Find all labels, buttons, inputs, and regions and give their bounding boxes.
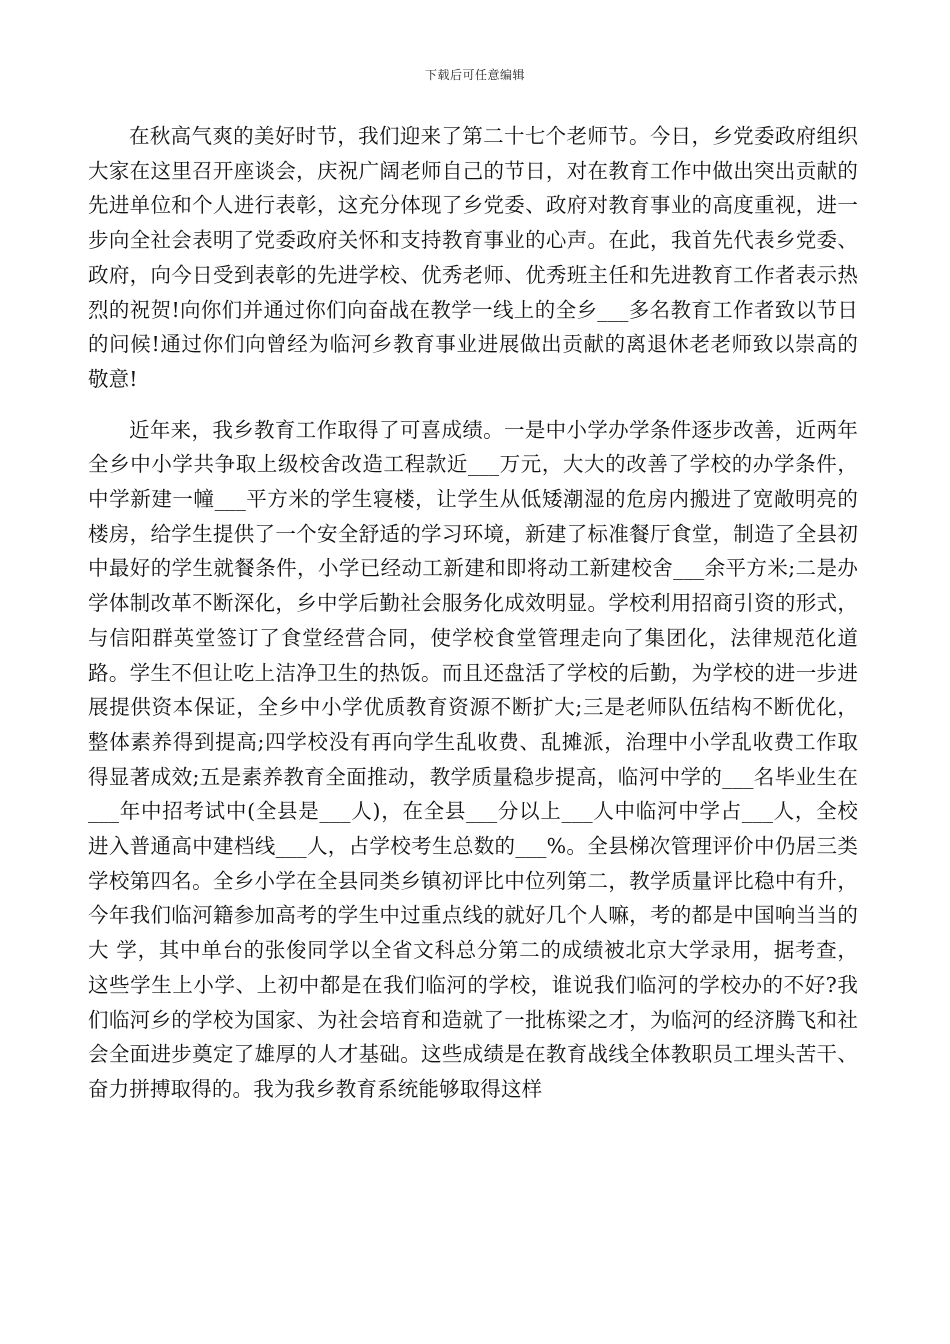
document-body (88, 119, 858, 1107)
paragraph-2: 近年来，我乡教育工作取得了可喜成绩。一是中小学办学条件逐步改善，近两年全乡中小学共争取上级校舍改造工程款近___万元，大大的改善了学校的办学条件，中学新建一幢___平方米的学生寝楼，让学生从低矮潮湿的危房内搬进了宽敞明亮的楼房，给学生提供了一个安全舒适的学习环境，新建了标准餐厅食堂，制造了全县初中最好的学生就餐条件，小学已经动工新建和即将动工新建校舍___余平方米;二是办学体制改革不断深化，乡中学后勤社会服务化成效明显。学校利用招商引资的形式，与信阳群英堂签订了食堂经营合同，使学校食堂管理走向了集团化，法律规范化道路。学生不但让吃上洁净卫生的热饭。而且还盘活了学校的后勤，为学校的进一步进展提供资本保证，全乡中小学优质教育资源不断扩大;三是老师队伍结构不断优化，整体素养得到提高;四学校没有再向学生乱收费、乱摊派，治理中小学乱收费工作取得显著成效;五是素养教育全面推动，教学质量稳步提高，临河中学的___名毕业生在___年中招考试中(全县是___人)，在全县___分以上___人中临河中学占___人，全校进入普通高中建档线___人，占学校考生总数的___%。全县梯次管理评价中仍居三类学校第四名。全乡小学在全县同类乡镇初评比中位列第二，教学质量评比稳中有升，今年我们临河籍参加高考的学生中过重点线的就好几个人嘛，考的都是中国响当当的大 学，其中单台的张俊同学以全省文科总分第二的成绩被北京大学录用，据考查，这些学生上小学、上初中都是在我们临河的学校，谁说我们临河的学校办的不好?我们临河乡的学校为国家、为社会培育和造就了一批栋梁之才，为临河的经济腾飞和社会全面进步奠定了雄厚的人才基础。这些成绩是在教育战线全体教职员工埋头苦干、奋力拼搏取得的。我为我乡教育系统能够取得这样 (88, 417, 858, 1101)
header-note: 下载后可任意编辑 (424, 68, 525, 82)
paragraph-1: 在秋高气爽的美好时节，我们迎来了第二十七个老师节。今日，乡党委政府组织大家在这里召开座谈会，庆祝广阔老师自己的节日，对在教育工作中做出突出贡献的先进单位和个人进行表彰，这充分体现了乡党委、政府对教育事业的高度重视，进一步向全社会表明了党委政府关怀和支持教育事业的心声。在此，我首先代表乡党委、政府，向今日受到表彰的先进学校、优秀老师、优秀班主任和先进教育工作者表示热烈的祝贺!向你们并通过你们向奋战在教学一线上的全乡___多名教育工作者致以节日的问候!通过你们向曾经为临河乡教育事业进展做出贡献的离退休老老师致以崇高的敬意! (88, 124, 858, 391)
